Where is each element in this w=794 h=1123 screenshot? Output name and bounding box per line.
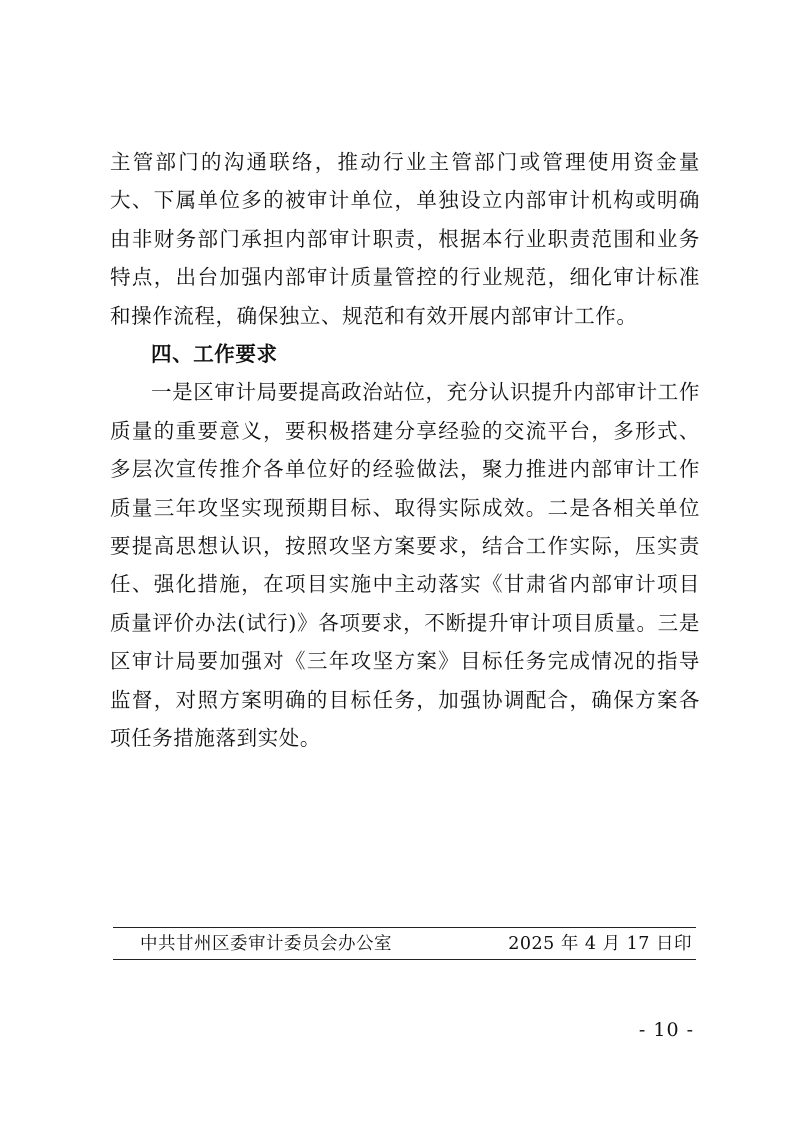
imprint-top-rule bbox=[113, 927, 696, 928]
document-body bbox=[110, 143, 700, 758]
imprint-office: 中共甘州区委审计委员会办公室 bbox=[140, 934, 392, 954]
imprint-date: 2025 年 4 月 17 日印 bbox=[508, 934, 692, 954]
paragraph-work-requirements: 一是区审计局要提高政治站位，充分认识提升内部审计工作质量的重要意义，要积极搭建分享经验的交流平台，多形式、多层次宣传推介各单位好的经验做法，聚力推进内部审计工作质量三年攻坚实现预期目标、取得实际成效。二是各相关单位要提高思想认识，按照攻坚方案要求，结合工作实际，压实责任、强化措施，在项目实施中主动落实《甘肃省内部审计项目质量评价办法(试行)》各项要求，不断提升审计项目质量。三是区审计局要加强对《三年攻坚方案》目标任务完成情况的指导监督，对照方案明确的目标任务，加强协调配合，确保方案各项任务措施落到实处。 bbox=[110, 380, 700, 751]
section-heading-work-requirements: 四、工作要求 bbox=[151, 342, 278, 367]
paragraph-continuation: 主管部门的沟通联络，推动行业主管部门或管理使用资金量大、下属单位多的被审计单位，单独设立内部审计机构或明确由非财务部门承担内部审计职责，根据本行业职责范围和业务特点，出台加强内部审计质量管控的行业规范，细化审计标准和操作流程，确保独立、规范和有效开展内部审计工作。 bbox=[110, 150, 700, 328]
page-number: - 10 - bbox=[638, 1019, 694, 1041]
imprint-bottom-rule bbox=[113, 959, 696, 960]
